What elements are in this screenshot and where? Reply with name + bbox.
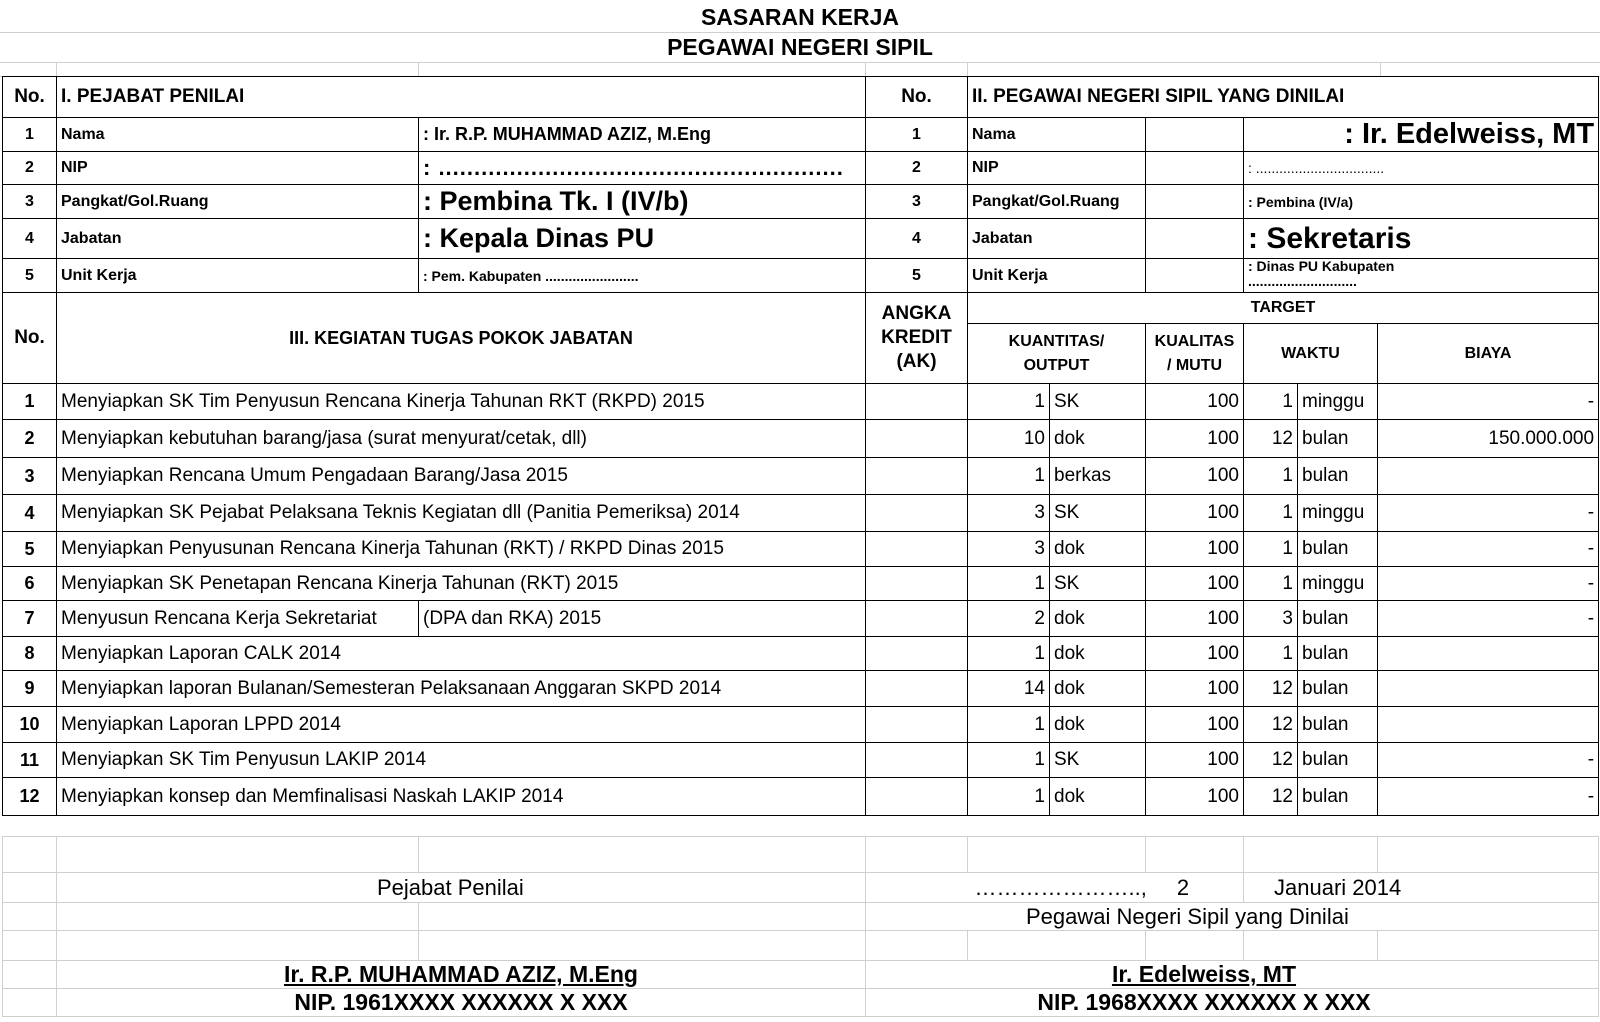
employee-signature-name: Ir. Edelweiss, MT [866, 961, 1599, 989]
empty-cell [1244, 837, 1378, 873]
task-cost: - [1378, 384, 1599, 420]
no-header: No. [3, 293, 57, 384]
row-number: 5 [866, 259, 968, 293]
task-quality: 100 [1146, 671, 1244, 707]
task-cost [1378, 637, 1599, 671]
empty-cell [1146, 185, 1244, 219]
employee-nip: : ................................. [1244, 152, 1599, 185]
footer-nip-row [3, 989, 1599, 1017]
assessor-position: : Kepala Dinas PU [419, 219, 866, 259]
empty-cell [57, 903, 419, 931]
empty-cell [866, 837, 968, 873]
grid-line [418, 62, 419, 76]
task-description: Menyiapkan SK Tim Penyusun LAKIP 2014 [57, 743, 866, 778]
task-time: 12 [1244, 778, 1298, 816]
task-number: 12 [3, 778, 57, 816]
section-header-row [3, 77, 1599, 118]
task-quantity: 1 [968, 778, 1050, 816]
task-description: Menyiapkan konsep dan Memfinalisasi Naskah LAKIP 2014 [57, 778, 866, 816]
task-cost: 150.000.000 [1378, 420, 1599, 458]
task-row [3, 707, 1599, 743]
task-credit [866, 743, 968, 778]
task-credit [866, 384, 968, 420]
field-label: NIP [57, 152, 419, 185]
empty-cell [1378, 837, 1599, 873]
task-unit: dok [1050, 532, 1146, 567]
empty-cell [968, 931, 1146, 961]
empty-cell [3, 837, 57, 873]
task-number: 9 [3, 671, 57, 707]
empty-cell [57, 931, 419, 961]
assessor-rank: : Pembina Tk. I (IV/b) [419, 185, 866, 219]
employee-name: : Ir. Edelweiss, MT [1244, 118, 1599, 152]
task-credit [866, 601, 968, 637]
task-quantity: 2 [968, 601, 1050, 637]
task-time: 1 [1244, 384, 1298, 420]
task-cost: - [1378, 601, 1599, 637]
empty-cell [3, 931, 57, 961]
task-quality: 100 [1146, 384, 1244, 420]
task-number: 3 [3, 458, 57, 495]
date-month-year: Januari 2014 [1244, 873, 1599, 903]
task-unit: dok [1050, 671, 1146, 707]
employee-rank: : Pembina (IV/a) [1244, 185, 1599, 219]
task-time: 12 [1244, 743, 1298, 778]
title-row-1 [0, 0, 1600, 33]
task-credit [866, 707, 968, 743]
task-unit: dok [1050, 601, 1146, 637]
task-unit: SK [1050, 384, 1146, 420]
empty-cell [1378, 931, 1599, 961]
task-time: 1 [1244, 458, 1298, 495]
ak-header-line: ANGKA [881, 303, 952, 324]
task-description: Menyiapkan SK Penetapan Rencana Kinerja Tahunan (RKT) 2015 [57, 567, 866, 601]
task-quantity: 10 [968, 420, 1050, 458]
task-row [3, 778, 1599, 816]
task-row [3, 743, 1599, 778]
task-list [3, 384, 1599, 816]
footer-role-row [3, 903, 1599, 931]
row-number: 4 [866, 219, 968, 259]
ak-header-line: KREDIT [881, 327, 952, 348]
task-time-unit: bulan [1298, 601, 1378, 637]
task-time-unit: bulan [1298, 707, 1378, 743]
signature-block [2, 836, 1599, 1017]
task-time-unit: minggu [1298, 495, 1378, 532]
ak-header-line: (AK) [896, 351, 937, 372]
quantity-header-line: OUTPUT [1023, 356, 1090, 374]
task-time: 1 [1244, 567, 1298, 601]
quantity-header-line: KUANTITAS/ [1008, 332, 1105, 350]
task-credit [866, 458, 968, 495]
task-row [3, 532, 1599, 567]
task-row [3, 671, 1599, 707]
task-description: Menyiapkan Laporan CALK 2014 [57, 637, 866, 671]
row-number: 4 [3, 219, 57, 259]
task-time-unit: bulan [1298, 532, 1378, 567]
no-header: No. [3, 77, 57, 118]
spacer-row [0, 62, 1600, 77]
task-row [3, 567, 1599, 601]
empty-cell [419, 931, 866, 961]
task-cost [1378, 671, 1599, 707]
identity-row [3, 259, 1599, 293]
task-cost: - [1378, 532, 1599, 567]
task-time-unit: bulan [1298, 637, 1378, 671]
task-time: 12 [1244, 420, 1298, 458]
quality-header [1146, 324, 1244, 384]
task-row [3, 384, 1599, 420]
task-description: Menyiapkan Rencana Umum Pengadaan Barang/Jasa 2015 [57, 458, 866, 495]
empty-cell [1146, 837, 1244, 873]
task-time: 1 [1244, 532, 1298, 567]
task-quantity: 3 [968, 532, 1050, 567]
field-label: Nama [968, 118, 1146, 152]
task-credit [866, 420, 968, 458]
field-label: Unit Kerja [968, 259, 1146, 293]
employee-position: : Sekretaris [1244, 219, 1599, 259]
task-unit: dok [1050, 637, 1146, 671]
identity-row [3, 219, 1599, 259]
task-cost: - [1378, 567, 1599, 601]
task-credit [866, 637, 968, 671]
section2-title: II. PEGAWAI NEGERI SIPIL YANG DINILAI [968, 77, 1599, 118]
grid-line [1380, 62, 1381, 76]
employee-role-label: Pegawai Negeri Sipil yang Dinilai [866, 903, 1599, 931]
task-description: Menyiapkan kebutuhan barang/jasa (surat menyurat/cetak, dll) [57, 420, 866, 458]
task-quantity: 3 [968, 495, 1050, 532]
task-quality: 100 [1146, 743, 1244, 778]
empty-cell [3, 989, 57, 1017]
row-number: 2 [3, 152, 57, 185]
footer-role-row [3, 873, 1599, 903]
task-cost: - [1378, 778, 1599, 816]
field-label: Jabatan [968, 219, 1146, 259]
ak-header [866, 293, 968, 384]
task-time: 12 [1244, 707, 1298, 743]
activity-title: III. KEGIATAN TUGAS POKOK JABATAN [57, 293, 866, 384]
empty-cell [3, 873, 57, 903]
task-quality: 100 [1146, 532, 1244, 567]
date-dots: ………………….., [974, 874, 1147, 900]
task-time-unit: bulan [1298, 671, 1378, 707]
row-number: 3 [3, 185, 57, 219]
task-number: 11 [3, 743, 57, 778]
assessor-name: : Ir. R.P. MUHAMMAD AZIZ, M.Eng [419, 118, 866, 152]
task-description: Menyiapkan SK Tim Penyusun Rencana Kinerja Tahunan RKT (RKPD) 2015 [57, 384, 866, 420]
task-row [3, 601, 1599, 637]
task-time-unit: minggu [1298, 384, 1378, 420]
field-label: Pangkat/Gol.Ruang [968, 185, 1146, 219]
task-time-unit: bulan [1298, 778, 1378, 816]
task-quantity: 1 [968, 384, 1050, 420]
date-place [866, 873, 1244, 903]
task-time: 3 [1244, 601, 1298, 637]
task-time-unit: bulan [1298, 420, 1378, 458]
task-quantity: 14 [968, 671, 1050, 707]
row-number: 3 [866, 185, 968, 219]
row-number: 2 [866, 152, 968, 185]
task-credit [866, 778, 968, 816]
task-description: Menyiapkan Laporan LPPD 2014 [57, 707, 866, 743]
task-quality: 100 [1146, 707, 1244, 743]
task-quality: 100 [1146, 458, 1244, 495]
quality-header-line: KUALITAS [1154, 332, 1235, 350]
task-unit: berkas [1050, 458, 1146, 495]
task-unit: dok [1050, 420, 1146, 458]
quality-header-line: / MUTU [1166, 356, 1223, 374]
task-number: 4 [3, 495, 57, 532]
task-description: Menyiapkan SK Pejabat Pelaksana Teknis Kegiatan dll (Panitia Pemeriksa) 2014 [57, 495, 866, 532]
task-number: 7 [3, 601, 57, 637]
field-label: Pangkat/Gol.Ruang [57, 185, 419, 219]
task-quantity: 1 [968, 567, 1050, 601]
grid-line [865, 62, 866, 76]
field-label: Nama [57, 118, 419, 152]
target-header: TARGET [968, 293, 1599, 324]
task-description: Menyiapkan laporan Bulanan/Semesteran Pelaksanaan Anggaran SKPD 2014 [57, 671, 866, 707]
field-label: NIP [968, 152, 1146, 185]
task-unit: dok [1050, 778, 1146, 816]
document-title: SASARAN KERJA [700, 4, 900, 30]
task-description: Menyiapkan Penyusunan Rencana Kinerja Tahunan (RKT) / RKPD Dinas 2015 [57, 532, 866, 567]
empty-cell [1146, 931, 1244, 961]
task-quality: 100 [1146, 420, 1244, 458]
assessor-signature-nip: NIP. 1961XXXX XXXXXX X XXX [57, 989, 866, 1017]
empty-cell [1244, 931, 1378, 961]
empty-cell [1146, 152, 1244, 185]
task-number: 8 [3, 637, 57, 671]
task-description: Menyusun Rencana Kerja Sekretariat [57, 601, 419, 637]
employee-unit-line2: ............................ [1248, 273, 1357, 289]
footer-spacer-row [3, 837, 1599, 873]
task-credit [866, 671, 968, 707]
task-time: 1 [1244, 637, 1298, 671]
row-number: 1 [3, 118, 57, 152]
footer-spacer-row [3, 931, 1599, 961]
task-quantity: 1 [968, 707, 1050, 743]
empty-cell [57, 837, 419, 873]
empty-cell [419, 903, 866, 931]
field-label: Unit Kerja [57, 259, 419, 293]
task-time: 12 [1244, 671, 1298, 707]
grid-line [56, 62, 57, 76]
empty-cell [968, 837, 1146, 873]
empty-cell [3, 903, 57, 931]
task-quantity: 1 [968, 743, 1050, 778]
task-credit [866, 495, 968, 532]
section1-title: I. PEJABAT PENILAI [57, 77, 866, 118]
task-unit: SK [1050, 567, 1146, 601]
task-credit [866, 567, 968, 601]
row-number: 5 [3, 259, 57, 293]
empty-cell [866, 931, 968, 961]
task-description-extra: (DPA dan RKA) 2015 [419, 601, 866, 637]
task-row [3, 420, 1599, 458]
row-number: 1 [866, 118, 968, 152]
title-row-2 [0, 32, 1600, 63]
task-quality: 100 [1146, 637, 1244, 671]
empty-cell [1146, 219, 1244, 259]
task-credit [866, 532, 968, 567]
task-row [3, 495, 1599, 532]
task-quality: 100 [1146, 778, 1244, 816]
task-time: 1 [1244, 495, 1298, 532]
task-unit: dok [1050, 707, 1146, 743]
assessor-role-label: Pejabat Penilai [57, 873, 866, 903]
task-quality: 100 [1146, 567, 1244, 601]
task-unit: SK [1050, 495, 1146, 532]
document-subtitle: PEGAWAI NEGERI SIPIL [667, 34, 933, 60]
task-unit: SK [1050, 743, 1146, 778]
employee-signature-nip: NIP. 1968XXXX XXXXXX X XXX [866, 989, 1599, 1017]
task-cost: - [1378, 743, 1599, 778]
task-row [3, 458, 1599, 495]
assessor-nip: : ......................................................... [419, 152, 866, 185]
identity-row [3, 185, 1599, 219]
task-quality: 100 [1146, 495, 1244, 532]
task-cost: - [1378, 495, 1599, 532]
assessor-unit: : Pem. Kabupaten ........................ [419, 259, 866, 293]
task-cost [1378, 707, 1599, 743]
quantity-header [968, 324, 1146, 384]
task-number: 6 [3, 567, 57, 601]
activity-header-row [3, 293, 1599, 324]
task-number: 10 [3, 707, 57, 743]
empty-cell [1146, 259, 1244, 293]
date-day: 2 [1176, 874, 1190, 900]
task-quality: 100 [1146, 601, 1244, 637]
empty-cell [1146, 118, 1244, 152]
task-number: 1 [3, 384, 57, 420]
task-time-unit: bulan [1298, 743, 1378, 778]
grid-line [967, 62, 968, 76]
field-label: Jabatan [57, 219, 419, 259]
task-quantity: 1 [968, 637, 1050, 671]
task-number: 5 [3, 532, 57, 567]
skp-table [2, 76, 1599, 816]
empty-cell [419, 837, 866, 873]
footer-name-row [3, 961, 1599, 989]
employee-unit [1244, 259, 1599, 293]
time-header: WAKTU [1244, 324, 1378, 384]
identity-row [3, 118, 1599, 152]
task-row [3, 637, 1599, 671]
assessor-signature-name: Ir. R.P. MUHAMMAD AZIZ, M.Eng [57, 961, 866, 989]
task-cost [1378, 458, 1599, 495]
empty-cell [3, 961, 57, 989]
task-quantity: 1 [968, 458, 1050, 495]
identity-row [3, 152, 1599, 185]
task-number: 2 [3, 420, 57, 458]
no-header: No. [866, 77, 968, 118]
cost-header: BIAYA [1378, 324, 1599, 384]
employee-unit-line1: : Dinas PU Kabupaten [1248, 258, 1395, 274]
task-time-unit: bulan [1298, 458, 1378, 495]
task-time-unit: minggu [1298, 567, 1378, 601]
